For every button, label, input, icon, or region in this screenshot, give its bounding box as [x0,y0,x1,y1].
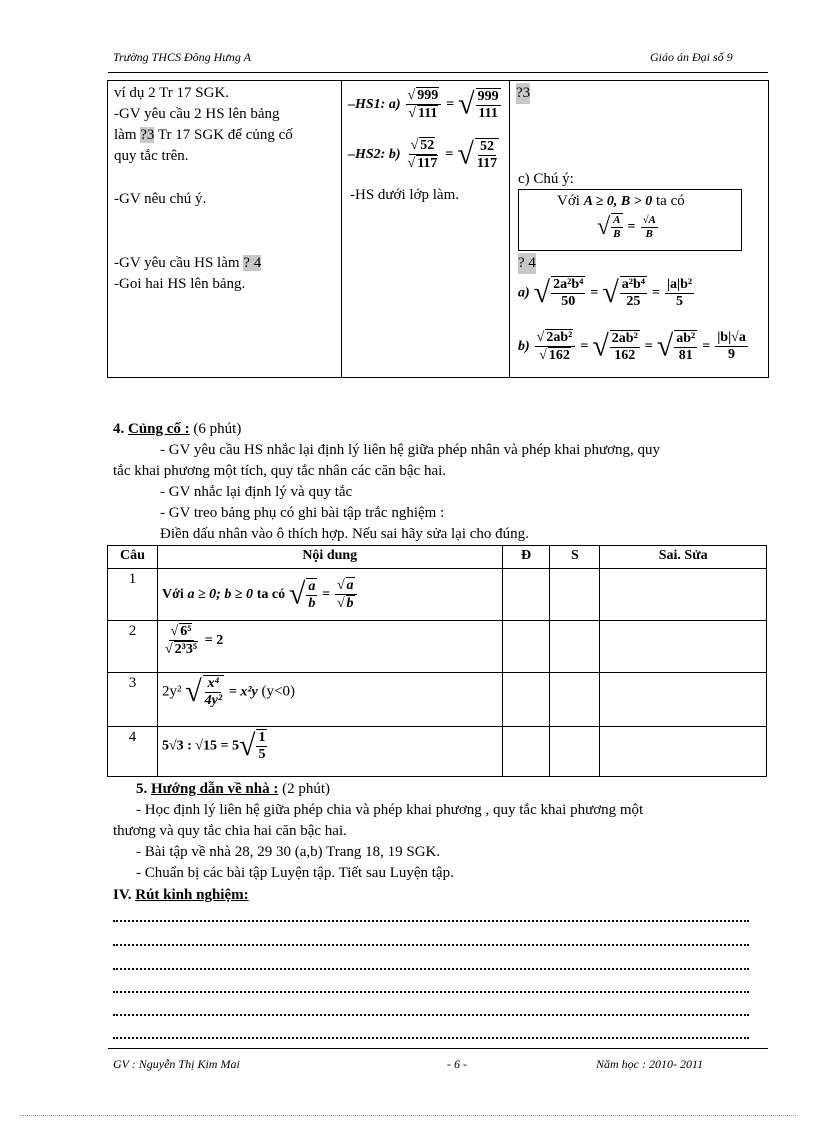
lesson-table [107,80,769,378]
q4-highlight: ? 4 [243,255,262,271]
section-iv-title: IV. Rút kinh nghiệm: [113,887,249,903]
teacher-q4: -GV yêu cầu HS làm ? 4 [114,255,262,271]
s5-line-4: - Chuẩn bị các bài tập Luyện tập. Tiết sau Luyện tập. [136,865,454,881]
section-5-title: 5. Hướng dẫn về nhà : (2 phút) [136,781,331,797]
col-cau: Câu [108,546,158,569]
col-dung: Đ [502,546,550,569]
note-line-6 [113,1037,749,1039]
q4a-expression: a) √ $\frac{\text{2a²b⁴}}{50}$ = √ $\frac{\text{a²b⁴}}{25}$ = $\frac{\text{|a|b²}}{5}$ [518,276,693,309]
col-noi-dung: Nội dung [157,546,502,569]
footer-teacher: GV : Nguyễn Thị Kim Mai [113,1057,240,1071]
note-formula: √ $\frac{A}{B}$ = $\frac{√A}{B}$ [597,213,656,240]
teacher-line-4: quy tắc trên. [114,148,189,164]
note-title: c) Chú ý: [518,171,574,187]
q3-highlight: ?3 [140,127,155,143]
s4-line-4: - GV treo bảng phụ có ghi bài tập trắc nghiệm : [160,505,445,521]
s4-line-5: Điền dấu nhân vào ô thích hợp. Nếu sai hãy sửa lại cho đúng. [160,526,529,542]
hs1-expression: –HS1: a) $\frac{√ 999}{√ 111}$ = √ $\frac{999}{111}$ [348,87,499,121]
q4b-expression: b) $\frac{\text{√ 2ab²}}{√ 162}$ = √ $\frac{\text{2ab²}}{162}$ = √ $\frac{\text{ab²}}{81}$ = $\frac{|b|√a}{9}$ [518,329,746,363]
teacher-activity [114,83,336,167]
note-line-5 [113,1014,749,1016]
quiz-row-2: 2 $\frac{\text{√ 6⁵}}{\text{√ 2³3⁵}}$ = 2 [108,621,767,673]
hs2-expression: –HS2: b) $\frac{√ 52}{√ 117}$ = √ $\frac{52}{117}$ [348,137,498,171]
footer-year: Năm học : 2010- 2011 [596,1057,704,1071]
header-school: Trường THCS Đông Hưng A [113,50,251,64]
col-sua: Sai. Sửa [600,546,767,569]
header-subject: Giáo án Đại số 9 [650,50,733,64]
q3-label: ?3 [516,83,530,104]
s4-line-3: - GV nhắc lại định lý và quy tắc [160,484,353,500]
teacher-note: -GV nêu chú ý. [114,191,207,207]
page-edge [20,1115,796,1116]
footer-rule [108,1048,768,1049]
note-line-1 [113,920,749,922]
s5-line-2: thương và quy tắc chia hai căn bậc hai. [113,823,347,839]
student-note: -HS dưới lớp làm. [350,187,459,203]
teacher-call: -Goi hai HS lên bảng. [114,276,246,292]
quiz-row-1: 1 Với a ≥ 0; b ≥ 0 ta có √ $\frac{a}{b}$ = $\frac{√ a}{√ b}$ [108,569,767,621]
footer-page: - 6 - [447,1057,467,1071]
section-4-title: 4. Củng cố : (6 phút) [113,421,242,437]
teacher-line-2: -GV yêu cầu 2 HS lên bảng [114,106,280,122]
quiz-header-row [108,546,767,569]
quiz-row-3: 3 2y² √ $\frac{\text{x⁴}}{\text{4y²}}$ = x²y (y<0) [108,673,767,727]
s4-line-1: - GV yêu cầu HS nhắc lại định lý liên hệ giữa phép nhân và phép khai phương, quy [160,442,661,458]
col-sai: S [550,546,600,569]
teacher-line-3: làm ?3 Tr 17 SGK để củng cố [114,127,293,143]
q4-label: ? 4 [518,253,536,274]
note-box: Với A ≥ 0, B > 0 ta có √ $\frac{A}{B}$ = $\frac{√A}{B}$ [518,189,742,251]
note-line-2 [113,944,749,946]
note-line-3 [113,968,749,970]
quiz-row-4: 4 5√3 : √15 = 5√ $\frac{1}{5}$ [108,727,767,777]
header-rule [108,72,768,73]
note-line-4 [113,991,749,993]
teacher-line-1: ví dụ 2 Tr 17 SGK. [114,85,230,101]
s5-line-1: - Học định lý liên hệ giữa phép chia và phép khai phương , quy tắc khai phương một [136,802,644,818]
quiz-table [107,545,767,777]
s4-line-2: tắc khai phương một tích, quy tắc nhân các căn bậc hai. [113,463,447,479]
s5-line-3: - Bài tập về nhà 28, 29 30 (a,b) Trang 18, 19 SGK. [136,844,441,860]
